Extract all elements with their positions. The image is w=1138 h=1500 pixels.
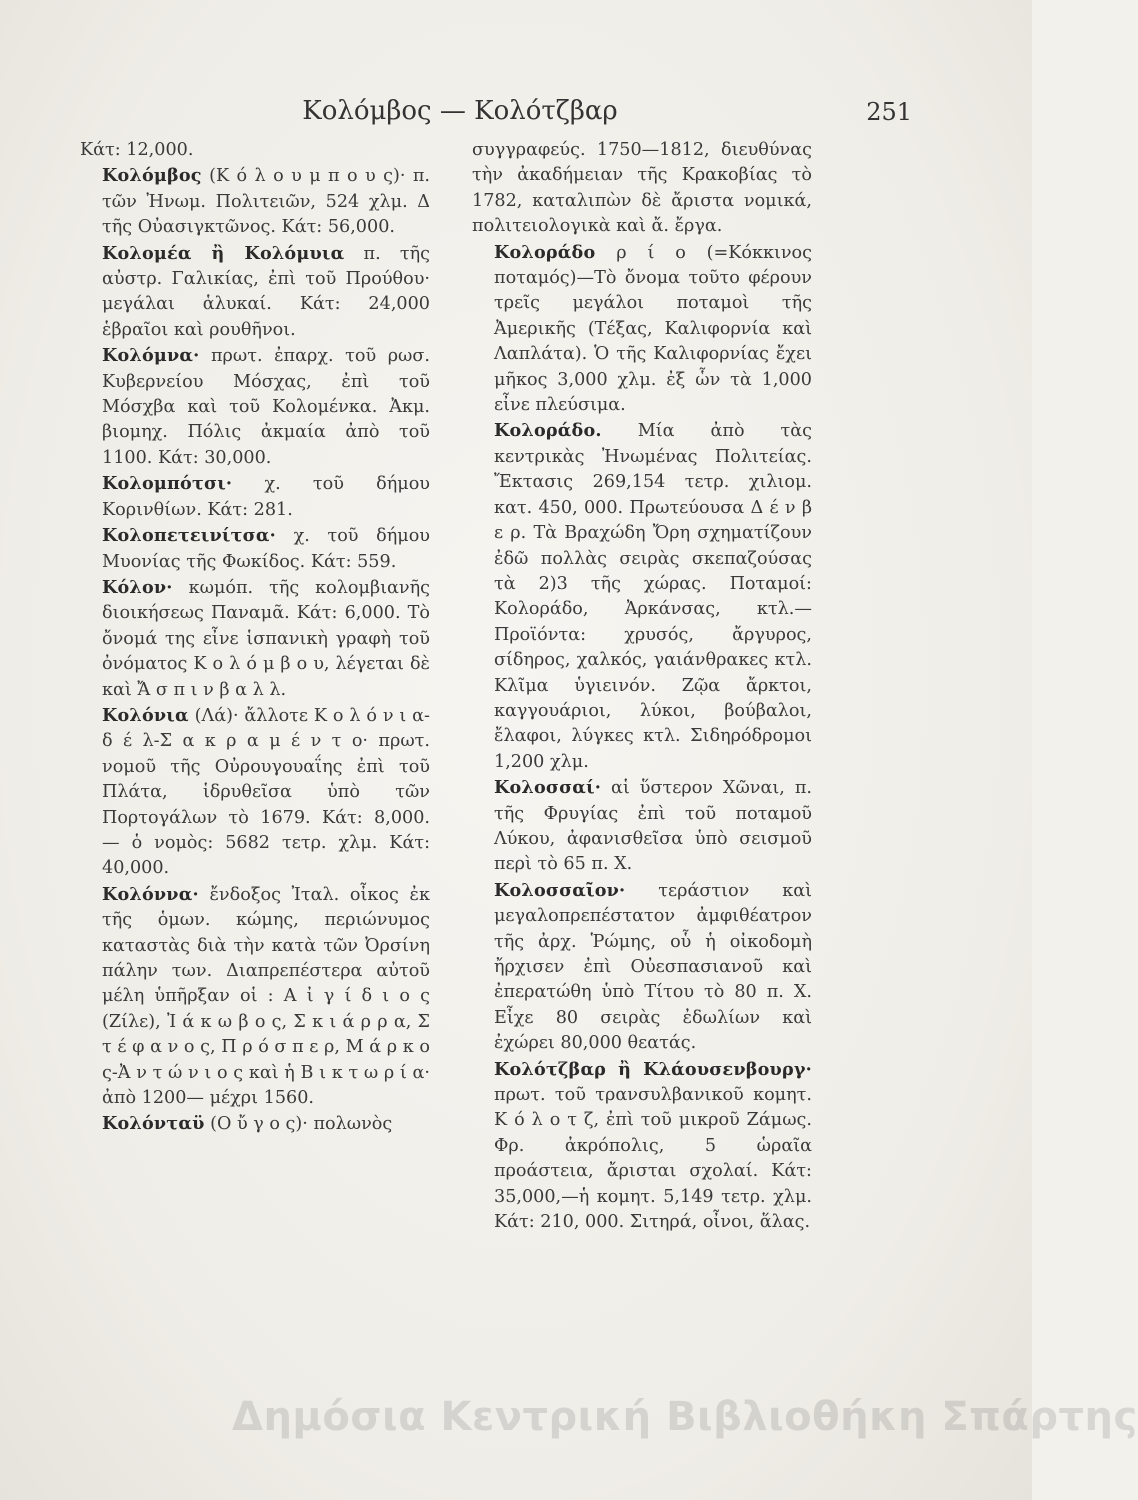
dictionary-entry [472,775,812,878]
dictionary-entry [80,575,430,703]
entry-text: πρωτ. τοῦ τρανσυλβανικοῦ κομητ. Κ ό λ ο τ ζ, ἐπὶ τοῦ μικροῦ Ζάμως. Φρ. ἀκρόπολις, 5 ὡραῖα προάστεια, ἄρισται σχολαί. Κάτ: 35,000,—ἡ κομητ. 5,149 τετρ. χλμ. Κάτ: 210, 000. Σιτηρά, οἶνοι, ἅλας. [494,1085,812,1233]
entry-headword: Κολοπετεινίτσα· [102,525,276,547]
entry-text: κωμόπ. τῆς κολομβιανῆς διοικήσεως Παναμᾶ. Κάτ: 6,000. Τὸ ὄνομά της εἶνε ἱσπανικὴ γραφὴ τοῦ ὀνόματος Κ ο λ ό μ β ο υ, λέγεται δὲ καὶ Ἄ σ π ι ν β α λ λ. [102,577,430,700]
dictionary-entry [472,878,812,1057]
entry-text: αἱ ὕστερον Χῶναι, π. τῆς Φρυγίας ἐπὶ τοῦ ποταμοῦ Λύκου, ἀφανισθεῖσα ὑπὸ σεισμοῦ περὶ τὸ 65 π. Χ. [494,778,812,875]
entry-headword: Κολοράδο [494,241,596,263]
entry-text: (Ο ὔ γ ο ς)· πολωνὸς [204,1114,393,1135]
entry-headword: Κολομπότσι· [102,473,233,495]
entry-text: χ. τοῦ δήμου Μυονίας τῆς Φωκίδος. Κάτ: 559. [102,526,430,572]
page-number: 251 [866,98,912,126]
dictionary-entry [80,343,430,471]
entry-text: π. τῆς αὐστρ. Γαλικίας, ἐπὶ τοῦ Προύθου· μεγάλαι ἁλυκαί. Κάτ: 24,000 ἑβραῖοι καὶ ρουθῆνοι. [102,243,430,340]
entry-headword: Κολότζβαρ ἢ Κλάουσενβουργ· [494,1058,812,1080]
entry-text: συγγραφεύς. 1750—1812, διευθύνας τὴν ἀκαδήμειαν τῆς Κρακοβίας τὸ 1782, καταλιπὼν δὲ ἄριστα νομικά, πολιτειολογικὰ καὶ ἄ. ἔργα. [472,140,812,237]
entry-text: Κάτ: 12,000. [80,140,194,160]
dictionary-entry [80,163,430,240]
entry-text: ρ ί ο (=Κόκκινος ποταμός)—Τὸ ὄνομα τοῦτο φέρουν τρεῖς μεγάλοι ποταμοὶ τῆς Ἀμερικῆς (Τέξας, Καλιφορνία καὶ Λαπλάτα). Ὁ τῆς Καλιφορνίας ἔχει μῆκος 3,000 χλμ. ἐξ ὧν τὰ 1,000 εἶνε πλεύσιμα. [494,242,812,416]
dictionary-entry [472,1057,812,1236]
entry-headword: Κολόμβος [102,165,202,187]
entry-headword: Κολόννα· [102,883,199,905]
entry-headword: Κολομέα ἢ Κολόμυια [102,242,345,264]
dictionary-entry [472,418,812,775]
entry-text: (Λά)· ἄλλοτε Κ ο λ ό ν ι α-δ έ λ-Σ α κ ρ α μ έ ν τ ο· πρωτ. νομοῦ τῆς Οὐρουγουαΐης ἐπὶ τοῦ Πλάτα, ἱδρυθεῖσα ὑπὸ τῶν Πορτογάλων τὸ 1679. Κάτ: 8,000. — ὁ νομὸς: 5682 τετρ. χλμ. Κάτ: 40,000. [102,705,430,879]
dictionary-entry [80,882,430,1112]
dictionary-entry [80,703,430,882]
entry-headword: Κόλον· [102,576,173,598]
entry-headword: Κολόνταϋ [102,1113,205,1135]
entry-text: (Κ ό λ ο υ μ π ο υ ς)· π. τῶν Ἠνωμ. Πολιτειῶν, 524 χλμ. Δ τῆς Οὐασιγκτῶνος. Κάτ: 56,000. [102,166,430,238]
library-watermark: Δημόσια Κεντρική Βιβλιοθήκη Σπάρτης [232,1394,1138,1440]
entry-headword: Κολοράδο. [494,420,602,442]
entry-headword: Κολόμνα· [102,345,200,367]
dictionary-entry [80,241,430,344]
dictionary-entry [80,523,430,575]
entry-text: Μία ἀπὸ τὰς κεντρικὰς Ἠνωμένας Πολιτείας. Ἔκτασις 269,154 τετρ. χιλιομ. κατ. 450, 000. Πρωτεύουσα Δ έ ν β ε ρ. Τὰ Βραχώδη Ὄρη σχηματίζουν ἐδῶ πολλὰς σειρὰς σκεπαζούσας τὰ 2)3 τῆς χώρας. Ποταμοί: Κολοράδο, Ἀρκάνσας, κτλ.—Προϊόντα: χρυσός, ἄργυρος, σίδηρος, χαλκός, γαιάνθρακες κτλ. Κλῖμα ὑγιεινόν. Ζῷα ἄρκτοι, καγγουάριοι, λύκοι, βούβαλοι, ἔλαφοι, λύγκες κτλ. Σιδηρόδρομοι 1,200 χλμ. [494,421,812,772]
page-title: Κολόμβος — Κολότζβαρ [302,96,618,126]
dictionary-entry [80,471,430,523]
entry-text: τεράστιον καὶ μεγαλοπρεπέστατον ἀμφιθέατρον τῆς ἀρχ. Ῥώμης, οὗ ἡ οἰκοδομὴ ἤρχισεν ἐπὶ Οὐεσπασιανοῦ καὶ ἐπερατώθη ὑπὸ Τίτου τὸ 80 π. Χ. Εἶχε 80 σειρὰς ἐδωλίων καὶ ἐχώρει 80,000 θεατάς. [494,880,812,1054]
entry-headword: Κολοσσαῖον· [494,879,626,901]
left-column [80,138,430,1138]
entry-text: χ. τοῦ δήμου Κορινθίων. Κάτ: 281. [102,474,430,520]
dictionary-entry [472,138,812,240]
entry-headword: Κολοσσαί· [494,777,602,799]
entry-text: πρωτ. ἐπαρχ. τοῦ ρωσ. Κυβερνείου Μόσχας, ἐπὶ τοῦ Μόσχβα καὶ τοῦ Κολομένκα. Ἀκμ. βιομηχ. Πόλις ἀκμαία ἀπὸ τοῦ 1100. Κάτ: 30,000. [102,346,430,468]
running-header [0,96,1032,136]
dictionary-entry [80,1111,430,1137]
right-column [472,138,812,1235]
dictionary-entry [80,138,430,163]
entry-headword: Κολόνια [102,704,189,726]
dictionary-entry [472,240,812,419]
entry-text: ἔνδοξος Ἰταλ. οἶκος ἐκ τῆς ὁμων. κώμης, περιώνυμος καταστὰς διὰ τὴν κατὰ τῶν Ὀρσίνη πάλην των. Διαπρεπέστερα αὐτοῦ μέλη ὑπῆρξαν οἱ : Α ἰ γ ί δ ι ο ς (Ζίλε), Ἰ ά κ ω β ο ς, Σ κ ι ά ρ ρ α, Σ τ έ φ α ν ο ς, Π ρ ό σ π ε ρ, Μ ά ρ κ ο ς-Ἀ ν τ ώ ν ι ο ς καὶ ἡ Β ι κ τ ω ρ ί α· ἀπὸ 1200— μέχρι 1560. [102,884,430,1109]
